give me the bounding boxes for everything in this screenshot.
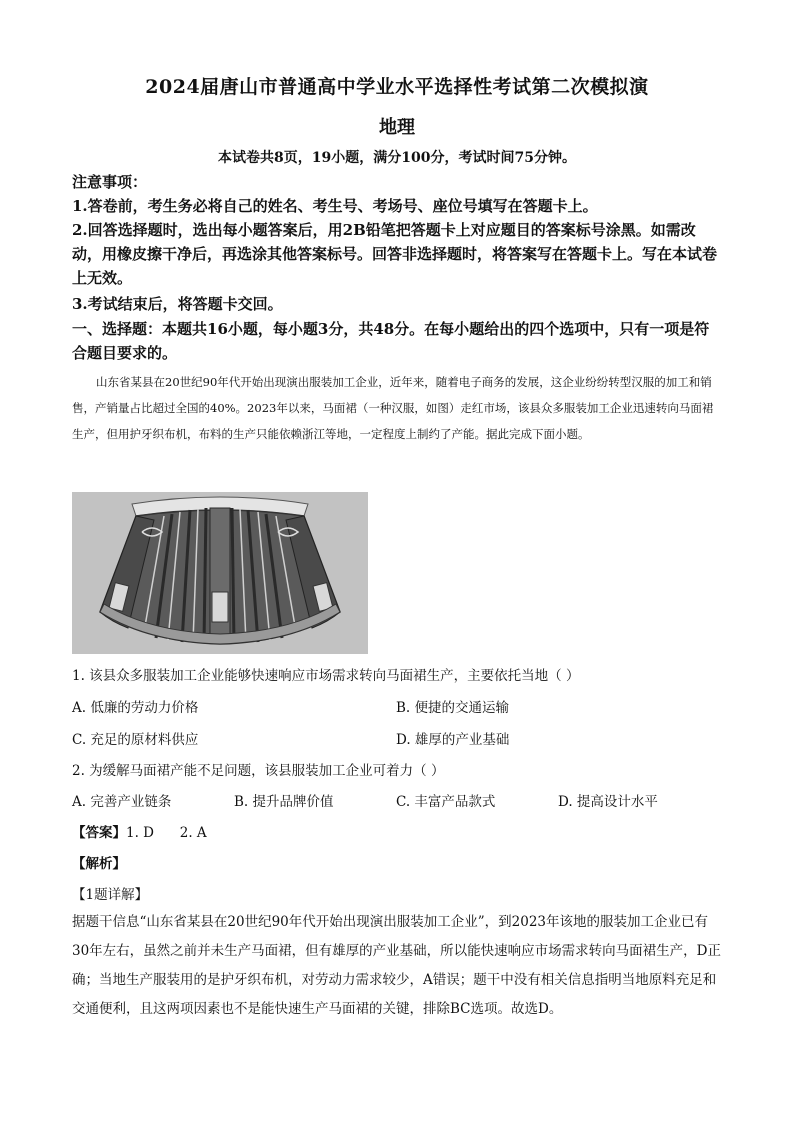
analysis-text: 据题干信息“山东省某县在20世纪90年代开始出现演出服装加工企业”，到2023年该地的服装加工企业已有30年左右，虽然之前并未生产马面裙，但有雄厚的产业基础，所以能快速响应市场需求转向马面裙生产，D正确；当地生产服装用的是护牙织布机，对劳动力需求较少，A错误；题干中没有相关信息指明当地原料充足和交通便利，且这两项因素也不是能快速生产马面裙的关键，排除BC选项。故选D。	[72, 914, 722, 1017]
analysis-sub-label: 【1题详解】	[72, 887, 149, 903]
exam-title: 2024届唐山市普通高中学业水平选择性考试第二次模拟演	[145, 76, 649, 98]
notice-item-2: 2.回答选择题时，选出每小题答案后，用2B铅笔把答题卡上对应题目的答案标号涂黑。如需改动，用橡皮擦干净后，再选涂其他答案标号。回答非选择题时，将答案写在答题卡上。写在本试卷上无效。	[72, 221, 718, 287]
notice-heading: 注意事项：	[72, 173, 148, 191]
question-1-option-c[interactable]: C. 充足的原材料供应	[72, 732, 199, 748]
section-heading: 一、选择题：本题共16小题，每小题3分，共48分。在每小题给出的四个选项中，只有一项是符合题目要求的。	[72, 320, 710, 362]
notice-item-3: 3.考试结束后，将答题卡交回。	[72, 295, 283, 313]
question-1-option-d[interactable]: D. 雄厚的产业基础	[396, 732, 510, 748]
question-2-option-a[interactable]: A. 完善产业链条	[72, 794, 172, 810]
question-2-option-d[interactable]: D. 提高设计水平	[558, 794, 658, 810]
question-2-stem: 2. 为缓解马面裙产能不足问题，该县服装加工企业可着力（ ）	[72, 763, 445, 779]
notice-item-1: 1.答卷前，考生务必将自己的姓名、考生号、考场号、座位号填写在答题卡上。	[72, 197, 598, 215]
mamian-skirt-photo	[72, 492, 368, 654]
subject-title: 地理	[379, 117, 415, 138]
mamian-skirt-illustration	[72, 492, 368, 654]
answer-text: 1. D 2. A	[126, 825, 207, 841]
question-1-stem: 1. 该县众多服装加工企业能够快速响应市场需求转向马面裙生产，主要依托当地（ ）	[72, 668, 580, 684]
question-1-option-b[interactable]: B. 便捷的交通运输	[396, 700, 510, 716]
question-1-option-a[interactable]: A. 低廉的劳动力价格	[72, 700, 199, 716]
question-2-option-b[interactable]: B. 提升品牌价值	[234, 794, 334, 810]
question-material: 山东省某县在20世纪90年代开始出现演出服装加工企业，近年来，随着电子商务的发展，这企业纷纷转型汉服的加工和销售，产销量占比超过全国的40%。2023年以来，马面裙（一种汉服，如图）走红市场，该县众多服装加工企业迅速转向马面裙生产，但用护牙织布机，布料的生产只能依赖浙江等地，一定程度上制约了产能。据此完成下面小题。	[72, 375, 714, 441]
answer-line	[72, 821, 207, 841]
exam-info: 本试卷共8页，19小题，满分100分，考试时间75分钟。	[218, 150, 576, 166]
answer-label: 【答案】	[72, 825, 126, 841]
analysis-label: 【解析】	[72, 856, 126, 872]
question-2-option-c[interactable]: C. 丰富产品款式	[396, 794, 496, 810]
